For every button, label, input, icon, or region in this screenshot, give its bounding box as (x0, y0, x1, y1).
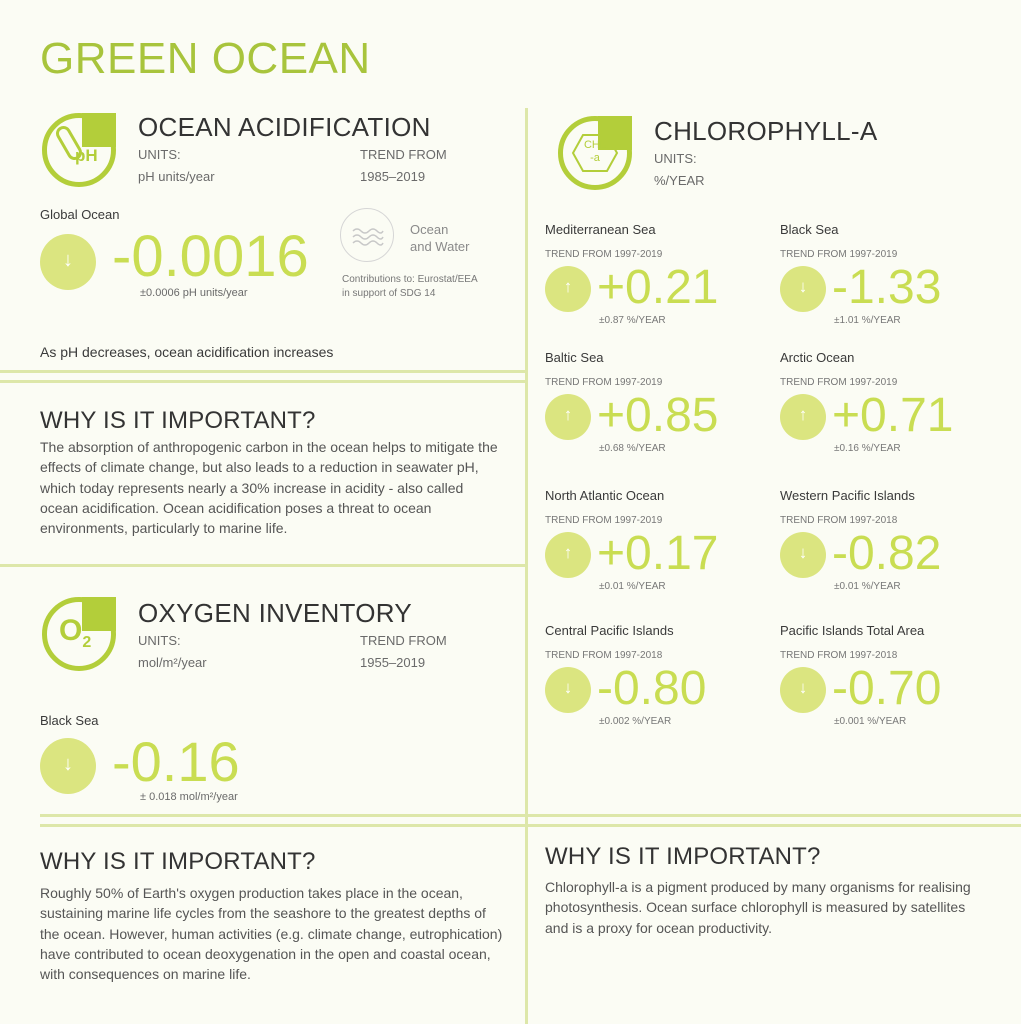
acid-trend-label: TREND FROM (360, 147, 447, 162)
up-arrow-icon: ↑ (563, 405, 573, 424)
acid-note: As pH decreases, ocean acidification increases (40, 344, 334, 360)
o2-icon (42, 597, 116, 671)
region-uncertainty: ±0.01 %/YEAR (599, 581, 666, 592)
region-value: +0.21 (597, 261, 719, 314)
ph-tube-icon (42, 113, 116, 187)
region-uncertainty: ±0.001 %/YEAR (834, 716, 907, 727)
divider-1b (0, 380, 525, 383)
region-name: Central Pacific Islands (545, 623, 674, 638)
contrib-line2: in support of SDG 14 (342, 288, 436, 299)
region-uncertainty: ±1.01 %/YEAR (834, 315, 901, 326)
region-value: -0.82 (832, 527, 942, 580)
down-arrow-icon: ↓ (63, 753, 73, 775)
ocean-water-line2: and Water (410, 239, 470, 254)
acid-units-label: UNITS: (138, 147, 181, 162)
region-name: Black Sea (780, 222, 839, 237)
region-trend: TREND FROM 1997-2019 (545, 515, 663, 526)
oxygen-units-label: UNITS: (138, 633, 181, 648)
region-value: -0.80 (597, 662, 707, 715)
why-text-2: Roughly 50% of Earth's oxygen production takes place in the ocean, sustaining marine life cycles from the seashore to the greatest depths of the ocean. However, human activities (e.g. climate change, eutrophication) have contributed to ocean deoxygenation in the open and coastal ocean, with consequences on marine life. (40, 885, 503, 983)
oxygen-heading: OXYGEN INVENTORY (138, 598, 413, 628)
region-name: Mediterranean Sea (545, 222, 656, 237)
region-value: -0.70 (832, 662, 942, 715)
divider-1 (0, 370, 525, 373)
acid-region: Global Ocean (40, 207, 120, 222)
region-name: Pacific Islands Total Area (780, 623, 925, 638)
down-arrow-icon: ↓ (63, 249, 73, 271)
acidification-heading: OCEAN ACIDIFICATION (138, 112, 431, 142)
ocean-water-line1: Ocean (410, 222, 449, 237)
ocean-water-icon (340, 208, 394, 262)
oxygen-trend-value: 1955–2019 (360, 655, 426, 670)
chl-icon-label-1: CHL (583, 139, 606, 151)
down-arrow-icon: ↓ (563, 678, 573, 697)
o2-icon-sub: 2 (82, 634, 92, 651)
divider-3 (40, 814, 1021, 817)
acid-units-value: pH units/year (138, 169, 215, 184)
up-arrow-icon: ↑ (563, 543, 573, 562)
why-heading-2: WHY IS IT IMPORTANT? (40, 848, 316, 875)
region-trend: TREND FROM 1997-2019 (780, 377, 898, 388)
contrib-line1: Contributions to: Eurostat/EEA (342, 274, 478, 285)
region-uncertainty: ±0.16 %/YEAR (834, 443, 901, 454)
region-trend: TREND FROM 1997-2018 (780, 515, 898, 526)
region-uncertainty: ±0.01 %/YEAR (834, 581, 901, 592)
chl-units-value: %/YEAR (654, 173, 705, 188)
vertical-divider (525, 108, 528, 1024)
chl-icon-label-2: -a (590, 152, 600, 164)
oxygen-units-value: mol/m²/year (138, 655, 207, 670)
chl-units-label: UNITS: (654, 151, 697, 166)
oxygen-value: -0.16 (112, 730, 240, 793)
region-uncertainty: ±0.87 %/YEAR (599, 315, 666, 326)
oxygen-region: Black Sea (40, 713, 99, 728)
oxygen-trend-label: TREND FROM (360, 633, 447, 648)
region-trend: TREND FROM 1997-2019 (780, 249, 898, 260)
why-heading-1: WHY IS IT IMPORTANT? (40, 407, 316, 434)
chlorophyll-hexagon-icon (558, 116, 632, 190)
region-name: Arctic Ocean (780, 350, 855, 365)
down-arrow-icon: ↓ (798, 543, 808, 562)
up-arrow-icon: ↑ (798, 405, 808, 424)
chlorophyll-heading: CHLOROPHYLL-A (654, 116, 878, 146)
region-trend: TREND FROM 1997-2019 (545, 249, 663, 260)
region-trend: TREND FROM 1997-2018 (780, 650, 898, 661)
why-text-1: The absorption of anthropogenic carbon in the ocean helps to mitigate the effects of climate change, but also leads to a reduction in seawater pH, which today represents nearly a 30% increase in acidity - also called ocean acidification. Ocean acidification poses a threat to ocean environments, particularly to marine life. (40, 439, 498, 537)
o2-icon-label: O (59, 614, 83, 647)
region-name: Western Pacific Islands (780, 488, 915, 503)
why-text-3: Chlorophyll-a is a pigment produced by many organisms for realising photosynthesis. Ocean surface chlorophyll is measured by satellites and is a proxy for ocean productivity. (545, 879, 971, 936)
up-arrow-icon: ↑ (563, 277, 573, 296)
region-uncertainty: ±0.002 %/YEAR (599, 716, 672, 727)
region-value: -1.33 (832, 261, 942, 314)
region-trend: TREND FROM 1997-2019 (545, 377, 663, 388)
down-arrow-icon: ↓ (798, 277, 808, 296)
acid-uncertainty: ±0.0006 pH units/year (140, 287, 248, 299)
page-title: GREEN OCEAN (40, 34, 371, 83)
region-value: +0.71 (832, 389, 954, 442)
region-name: Baltic Sea (545, 350, 604, 365)
ph-icon-label: pH (75, 146, 98, 165)
region-name: North Atlantic Ocean (545, 488, 665, 503)
acid-value: -0.0016 (112, 224, 309, 289)
divider-2 (0, 564, 525, 567)
acid-trend-value: 1985–2019 (360, 169, 426, 184)
divider-3b (40, 824, 1021, 827)
oxygen-uncertainty: ± 0.018 mol/m²/year (140, 791, 238, 803)
region-trend: TREND FROM 1997-2018 (545, 650, 663, 661)
region-uncertainty: ±0.68 %/YEAR (599, 443, 666, 454)
why-heading-3: WHY IS IT IMPORTANT? (545, 843, 821, 870)
region-value: +0.85 (597, 389, 719, 442)
region-value: +0.17 (597, 527, 719, 580)
down-arrow-icon: ↓ (798, 678, 808, 697)
